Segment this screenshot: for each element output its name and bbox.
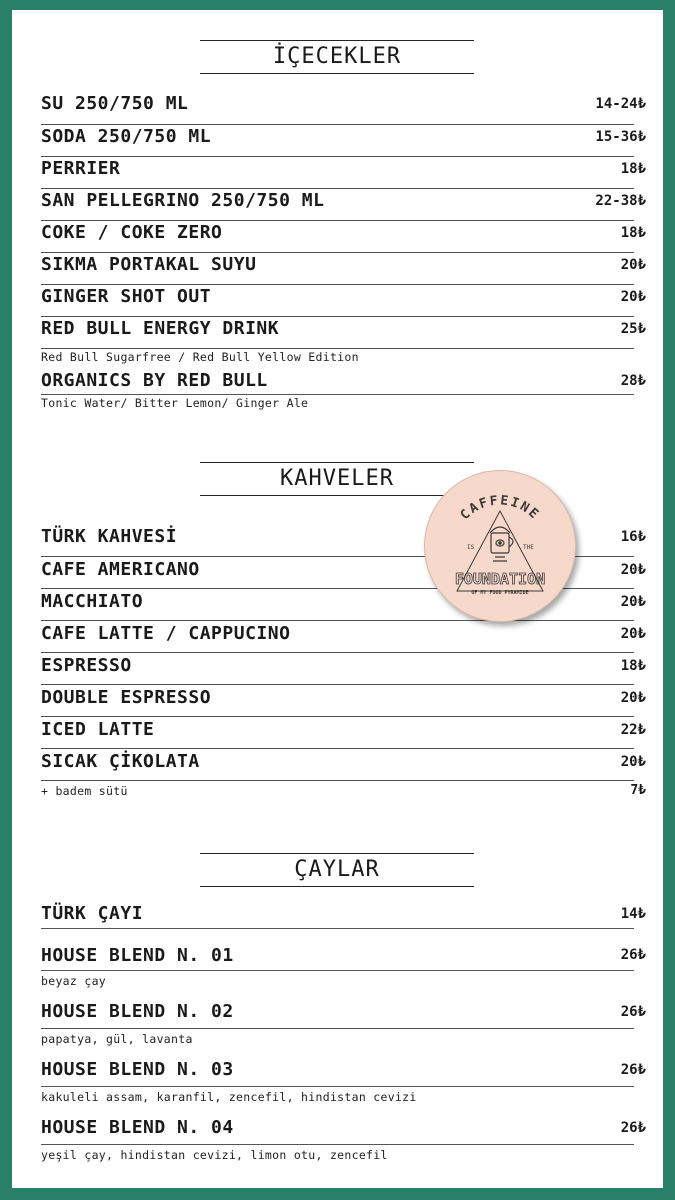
item-name: SU 250/750 ML bbox=[41, 93, 189, 114]
item-price: 15-36₺ bbox=[595, 129, 646, 145]
badge-main-text: FOUNDATION bbox=[454, 570, 546, 588]
item-price: 18₺ bbox=[620, 225, 646, 241]
item-name: ESPRESSO bbox=[41, 655, 132, 676]
menu-page bbox=[12, 10, 663, 1188]
item-name: MACCHIATO bbox=[41, 591, 144, 612]
item-name: HOUSE BLEND N. 01 bbox=[41, 945, 234, 966]
item-name: ORGANICS BY RED BULL bbox=[41, 370, 268, 391]
item-price: 14₺ bbox=[620, 906, 646, 922]
item-note: kakuleli assam, karanfil, zencefil, hindistan cevizi bbox=[41, 1090, 417, 1104]
item-price: 20₺ bbox=[620, 257, 646, 273]
cup-icon bbox=[490, 527, 513, 561]
item-price: 18₺ bbox=[620, 658, 646, 674]
menu-item bbox=[41, 929, 646, 971]
menu-item bbox=[41, 157, 646, 189]
item-note-row bbox=[41, 349, 634, 363]
section-title: KAHVELER bbox=[200, 462, 474, 496]
item-note-row bbox=[41, 1145, 634, 1161]
item-price: 20₺ bbox=[620, 690, 646, 706]
item-name: SAN PELLEGRINO 250/750 ML bbox=[41, 190, 325, 211]
menu-item bbox=[41, 253, 646, 285]
item-name: TÜRK ÇAYI bbox=[41, 903, 144, 924]
item-note: Red Bull Sugarfree / Red Bull Yellow Edition bbox=[41, 350, 359, 364]
section-title: ÇAYLAR bbox=[200, 853, 474, 887]
badge-graphic bbox=[425, 471, 575, 621]
item-name: CAFE AMERICANO bbox=[41, 559, 200, 580]
item-price: 20₺ bbox=[620, 594, 646, 610]
extra-row bbox=[41, 781, 646, 798]
item-note: papatya, gül, lavanta bbox=[41, 1032, 193, 1046]
menu-item bbox=[41, 285, 646, 317]
item-price: 22₺ bbox=[620, 722, 646, 738]
item-name: CAFE LATTE / CAPPUCINO bbox=[41, 623, 291, 644]
item-price: 16₺ bbox=[620, 529, 646, 545]
menu-item bbox=[41, 621, 646, 653]
svg-text:CAFFEINE bbox=[458, 493, 543, 523]
menu-item bbox=[41, 902, 646, 929]
item-note-row bbox=[41, 971, 634, 987]
item-name: SICAK ÇİKOLATA bbox=[41, 751, 200, 772]
item-price: 20₺ bbox=[620, 562, 646, 578]
item-name: COKE / COKE ZERO bbox=[41, 222, 223, 243]
badge-bottom-text: OF MY FOOD PYRAMIDE bbox=[471, 590, 529, 596]
menu-item bbox=[41, 1103, 646, 1145]
item-note: beyaz çay bbox=[41, 974, 107, 988]
extra-label: + badem sütü bbox=[41, 784, 128, 798]
item-note: Tonic Water/ Bitter Lemon/ Ginger Ale bbox=[41, 396, 309, 410]
item-price: 26₺ bbox=[620, 1062, 646, 1078]
badge-left-text: IS bbox=[467, 544, 475, 551]
section-title: İÇECEKLER bbox=[200, 40, 474, 74]
item-note: yeşil çay, hindistan cevizi, limon otu, zencefil bbox=[41, 1148, 388, 1162]
item-name: SIKMA PORTAKAL SUYU bbox=[41, 254, 257, 275]
menu-item bbox=[41, 1045, 646, 1087]
item-price: 14-24₺ bbox=[595, 96, 646, 112]
items-list bbox=[41, 902, 646, 1162]
item-name: GINGER SHOT OUT bbox=[41, 286, 212, 307]
badge-right-text: THE bbox=[523, 544, 534, 551]
item-note-row bbox=[41, 1087, 634, 1103]
extra-price: 7₺ bbox=[630, 783, 646, 798]
menu-item bbox=[41, 653, 646, 685]
badge-top-text: CAFFEINE bbox=[457, 493, 543, 524]
item-price: 26₺ bbox=[620, 947, 646, 963]
item-price: 18₺ bbox=[620, 161, 646, 177]
caffeine-badge bbox=[424, 470, 576, 622]
menu-item bbox=[41, 189, 646, 221]
item-note-row bbox=[41, 395, 634, 409]
item-price: 20₺ bbox=[620, 754, 646, 770]
item-name: SODA 250/750 ML bbox=[41, 126, 212, 147]
menu-item bbox=[41, 93, 646, 125]
item-price: 26₺ bbox=[620, 1004, 646, 1020]
item-price: 28₺ bbox=[620, 373, 646, 389]
item-price: 20₺ bbox=[620, 626, 646, 642]
menu-item bbox=[41, 749, 646, 781]
item-name: HOUSE BLEND N. 02 bbox=[41, 1001, 234, 1022]
item-price: 25₺ bbox=[620, 321, 646, 337]
item-name: RED BULL ENERGY DRINK bbox=[41, 318, 280, 339]
item-name: HOUSE BLEND N. 03 bbox=[41, 1059, 234, 1080]
menu-item bbox=[41, 221, 646, 253]
item-price: 20₺ bbox=[620, 289, 646, 305]
menu-item bbox=[41, 317, 646, 349]
item-name: PERRIER bbox=[41, 158, 121, 179]
item-name: HOUSE BLEND N. 04 bbox=[41, 1117, 234, 1138]
item-name: ICED LATTE bbox=[41, 719, 155, 740]
items-list bbox=[41, 93, 646, 410]
item-price: 22-38₺ bbox=[595, 193, 646, 209]
item-name: TÜRK KAHVESİ bbox=[41, 526, 178, 547]
menu-item bbox=[41, 125, 646, 157]
menu-item bbox=[41, 363, 646, 395]
menu-item bbox=[41, 685, 646, 717]
item-note-row bbox=[41, 1029, 634, 1045]
item-price: 26₺ bbox=[620, 1120, 646, 1136]
menu-item bbox=[41, 987, 646, 1029]
item-name: DOUBLE ESPRESSO bbox=[41, 687, 212, 708]
menu-item bbox=[41, 717, 646, 749]
